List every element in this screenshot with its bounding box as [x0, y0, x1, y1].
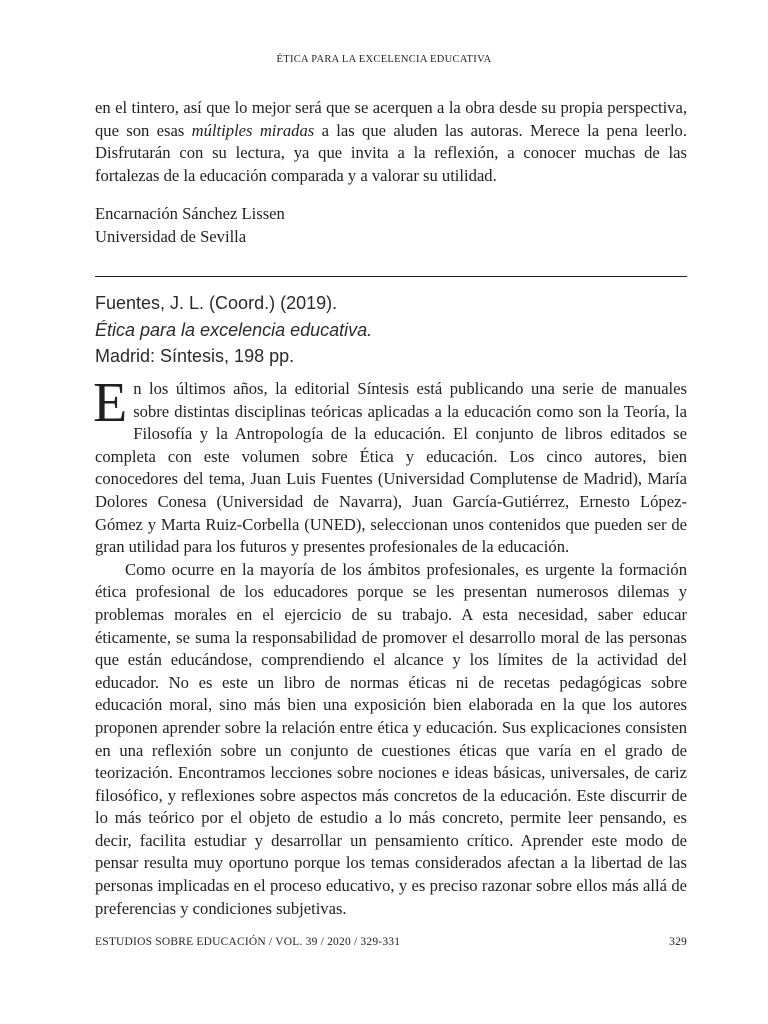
book-author: Fuentes, J. L. (Coord.) (2019). — [95, 293, 338, 313]
running-header: ÉTICA PARA LA EXCELENCIA EDUCATIVA — [276, 54, 492, 65]
intro-text-start: en el tintero, así que lo mejor será que se acerquen a la obra desde su propia perspectiva, que son esas — [95, 98, 687, 140]
book-title: Ética para la excelencia educativa. — [95, 319, 373, 340]
review-body — [93, 372, 687, 920]
review-paragraph-2: Como ocurre en la mayoría de los ámbitos profesionales, es urgente la formación ética profesional de los educadores porque se les presentan numerosos dilemas y problemas morales en el ejercicio de su trabajo. A esta necesidad, saber educar éticamente, se suma la responsabilidad de promover el desarrollo moral de las personas que están educándose, comprendiendo el alcance y los límites de la actividad del educador. No es este un libro de normas éticas ni de recetas pedagógicas sobre educación moral, sino más bien una exposición bien elaborada en la que los autores proponen aprender sobre la relación entre ética y educación. Sus explicaciones consisten en una reflexión sobre un conjunto de cuestiones éticas que varía en el grado de teorización. Encontramos lecciones sobre nociones e ideas básicas, universales, de cariz filosófico, y reflexiones sobre aspectos más concretos de la educación. Este discurrir de lo más teórico por el objeto de estudio a lo más concreto, permite leer pensando, es decir, facilita estudiar y desarrollar un pensamiento crítico. Aprender este modo de pensar resulta muy oportuno porque los temas considerados afectan a la libertad de las personas implicadas en el proceso educativo, y es preciso razonar sobre ellos más allá de preferencias y condiciones subjetivas. — [95, 559, 687, 918]
section-divider — [95, 276, 687, 277]
book-publisher: Madrid: Síntesis, 198 pp. — [95, 346, 295, 366]
reviewer-affiliation: Universidad de Sevilla — [95, 226, 247, 246]
review-signature — [95, 203, 687, 248]
drop-cap: E — [93, 372, 128, 434]
intro-paragraph-block — [95, 97, 687, 187]
intro-text-end: a las que aluden las autoras. Merece la pena leerlo. Disfrutarán con su lectura, ya que invita a la reflexión, a conocer muchas de las fortalezas de la educación comparada y a valorar su utilidad. — [95, 120, 687, 185]
book-reference — [95, 290, 687, 370]
reviewer-name: Encarnación Sánchez Lissen — [95, 204, 285, 223]
page-number: 329 — [669, 936, 687, 948]
journal-citation: ESTUDIOS SOBRE EDUCACIÓN / VOL. 39 / 2020 / 329-331 — [95, 936, 401, 948]
intro-paragraph — [95, 97, 687, 187]
intro-emphasis: múltiples miradas — [191, 120, 315, 140]
review-paragraph-1-text: n los últimos años, la editorial Síntesis está publicando una serie de manuales sobre distintas disciplinas teóricas aplicadas a la educación como son la Teoría, la Filosofía y la Antropología de la educación. El conjunto de libros editados se completa con este volumen sobre Ética y educación. Los cinco autores, bien conocedores del tema, Juan Luis Fuentes (Universidad Complutense de Madrid), María Dolores Conesa (Universidad de Navarra), Juan García-Gutiérrez, Ernesto López-Gómez y Marta Ruiz-Corbella (UNED), seleccionan unos contenidos que pueden ser de gran utilidad para los futuros y presentes profesionales de la educación. — [95, 379, 687, 557]
review-paragraph-1 — [93, 372, 687, 559]
